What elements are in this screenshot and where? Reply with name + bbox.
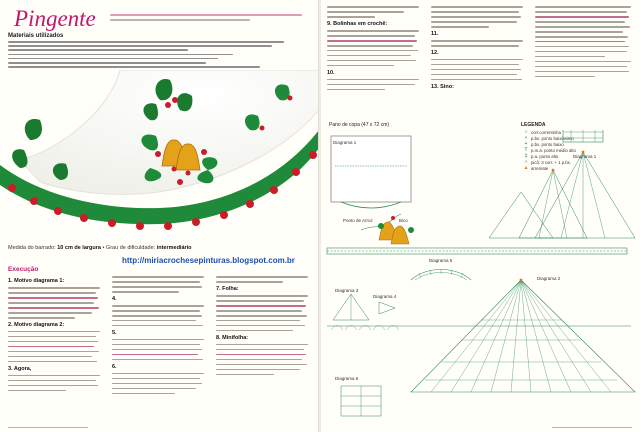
- credits-text: [110, 14, 310, 24]
- diagram-label: Diagrama 1: [573, 154, 597, 159]
- diagram-label: Diagrama 2: [537, 276, 561, 281]
- legend-item: T p.m.a. ponto médio alto: [521, 147, 639, 153]
- legend-symbol: T: [524, 147, 528, 153]
- legend-item: + p.bx. ponto baixo: [521, 141, 639, 147]
- blog-url[interactable]: http://miriacrochesepinturas.blogspot.com.br: [122, 256, 295, 265]
- folio-right: [552, 427, 632, 428]
- diagram-label: Diagrama 5: [429, 258, 453, 263]
- step-heading: 3. Agora,: [8, 365, 32, 372]
- pano-title: Pano de copa (47 x 72 cm): [329, 122, 390, 128]
- instructions-column-1: [8, 276, 104, 395]
- step-heading: 8. Minifolha:: [216, 334, 249, 341]
- right-text-column-3: [535, 6, 635, 81]
- crochet-diagrams: [321, 130, 640, 432]
- step-heading: 11.: [431, 30, 439, 37]
- diagram-5: [411, 269, 471, 280]
- pano-schematic: [331, 136, 411, 208]
- right-page: [321, 0, 640, 432]
- folio-left: [8, 427, 88, 428]
- page-title: Pingente: [14, 6, 96, 31]
- diagram-label: Ponto de Arroz: [343, 218, 373, 223]
- right-text-column-1: [327, 6, 423, 94]
- diagram-label: Diagrama 1: [333, 140, 357, 145]
- diagram-1-small: [563, 130, 603, 142]
- step-heading: 6.: [112, 363, 117, 370]
- step-heading: 13. Sino:: [431, 83, 454, 90]
- diagram-label: Diagrama 4: [373, 294, 397, 299]
- step-heading: 4.: [112, 295, 117, 302]
- diagram-label: Diagrama 6: [335, 376, 359, 381]
- crochet-border-photo: [0, 70, 319, 242]
- legend-item: ‡ p.a. ponto alto: [521, 153, 639, 159]
- left-page: [0, 0, 319, 432]
- step-heading: 2. Motivo diagrama 2:: [8, 321, 65, 328]
- legend-item: ▲ arremate: [521, 165, 639, 171]
- legend-item: • p.bx. ponto baixíssimo: [521, 135, 639, 141]
- legend-symbol: ▲: [523, 165, 529, 171]
- diagram-6: [327, 326, 631, 331]
- step-heading: 5.: [112, 329, 117, 336]
- instructions-column-3: [216, 276, 312, 379]
- execution-title: Execução: [8, 266, 39, 273]
- diagram-6-motif: [341, 386, 381, 416]
- diagram-3: [333, 294, 369, 320]
- legend-symbol: +: [524, 141, 528, 147]
- diagram-4: [379, 302, 395, 314]
- right-text-column-2: [431, 6, 527, 93]
- strip-diagram: [327, 248, 627, 254]
- diagram-1-large: [489, 151, 635, 238]
- diagram-2: [411, 279, 635, 392]
- legend-symbol: ‡: [524, 153, 528, 159]
- step-heading: 10.: [327, 69, 335, 76]
- legend-item: ∩ picô: 3 corr. + 1 p.bx.: [521, 159, 639, 165]
- measures-line: Medida do barrado: 10 cm de largura • Grau de dificuldade: intermediário: [8, 245, 192, 251]
- legend-item: ○ corr.correntinha: [521, 129, 639, 135]
- legend-title: LEGENDA: [521, 122, 546, 128]
- step-heading: 1. Motivo diagrama 1:: [8, 278, 65, 284]
- instructions-column-2: [112, 276, 208, 398]
- diagram-label: Bico: [399, 218, 408, 223]
- legend-symbol: •: [525, 135, 527, 141]
- step-heading: 9. Bolinhas em crochê:: [327, 20, 388, 27]
- step-heading: 7. Folha:: [216, 285, 239, 292]
- materials-list: [8, 41, 308, 70]
- materials-title: Materiais utilizados: [8, 33, 64, 39]
- diagram-label: Diagrama 3: [335, 288, 359, 293]
- step-heading: 12.: [431, 49, 439, 56]
- legend-symbol: ∩: [524, 159, 528, 165]
- legend-symbol: ○: [524, 129, 528, 135]
